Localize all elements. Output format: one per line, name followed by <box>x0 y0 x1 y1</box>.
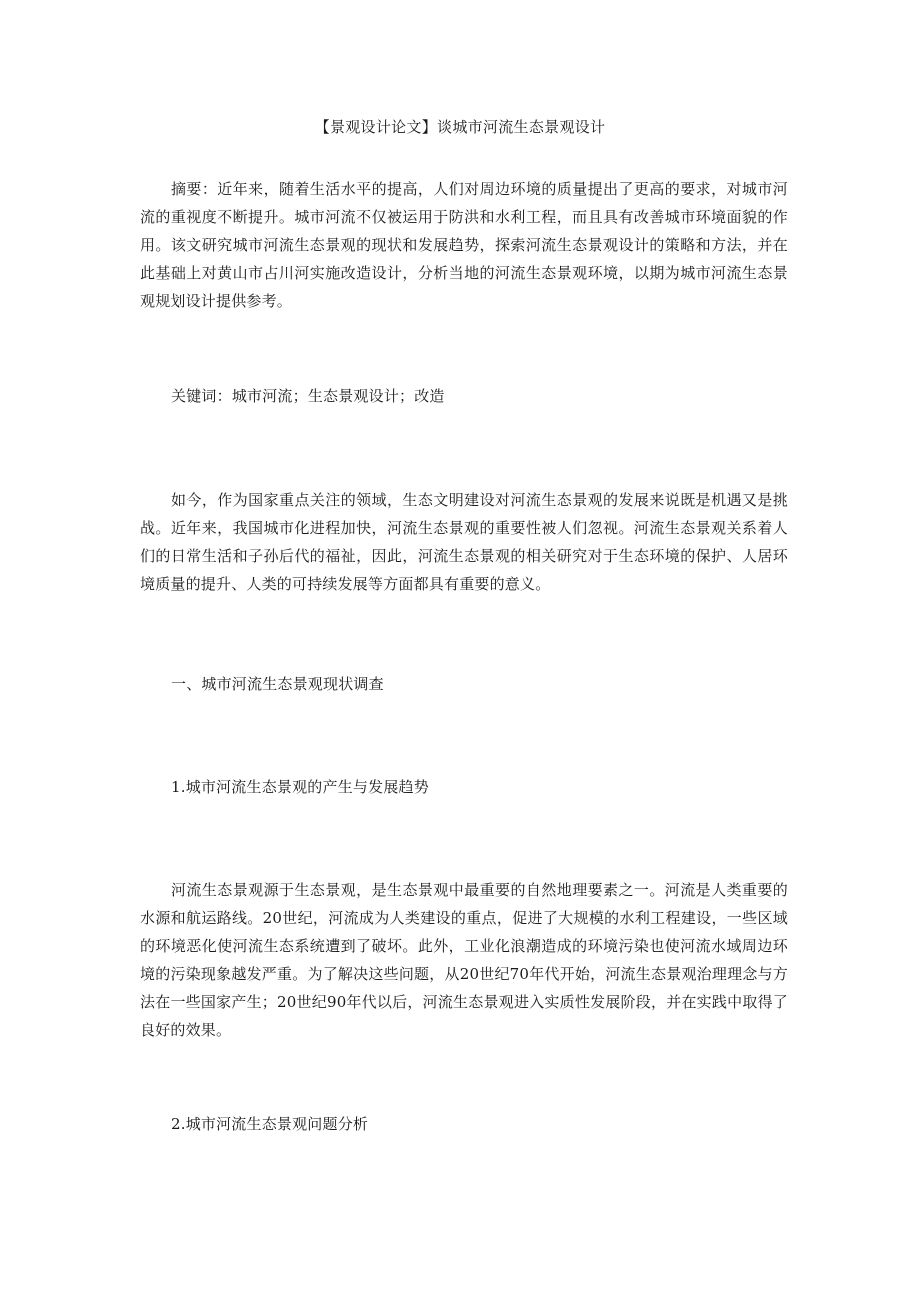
abstract-paragraph: 摘要：近年来，随着生活水平的提高，人们对周边环境的质量提出了更高的要求，对城市河流的重视度不断提升。城市河流不仅被运用于防洪和水利工程，而且具有改善城市环境面貌的作用。该文研究城市河流生态景观的现状和发展趋势，探索河流生态景观设计的策略和方法，并在此基础上对黄山市占川河实施改造设计，分析当地的河流生态景观环境，以期为城市河流生态景观规划设计提供参考。 <box>140 180 788 310</box>
keywords-label: 关键词： <box>171 387 232 405</box>
keywords-value: 城市河流；生态景观设计；改造 <box>231 387 445 405</box>
keywords-line <box>171 384 445 408</box>
section-heading: 一、城市河流生态景观现状调查 <box>171 675 384 693</box>
subsection-heading: 2.城市河流生态景观问题分析 <box>171 1115 369 1133</box>
body-paragraph: 河流生态景观源于生态景观，是生态景观中最重要的自然地理要素之一。河流是人类重要的水源和航运路线。20世纪，河流成为人类建设的重点，促进了大规模的水利工程建设，一些区域的环境恶化使河流生态系统遭到了破坏。此外，工业化浪潮造成的环境污染也使河流水域周边环境的污染现象越发严重。为了解决这些问题，从20世纪70年代开始，河流生态景观治理理念与方法在一些国家产生；20世纪90年代以后，河流生态景观进入实质性发展阶段，并在实践中取得了良好的效果。 <box>140 881 788 1039</box>
document-title: 【景观设计论文】谈城市河流生态景观设计 <box>314 118 606 136</box>
subsection-heading: 1.城市河流生态景观的产生与发展趋势 <box>171 778 429 796</box>
intro-paragraph: 如今，作为国家重点关注的领域，生态文明建设对河流生态景观的发展来说既是机遇又是挑战。近年来，我国城市化进程加快，河流生态景观的重要性被人们忽视。河流生态景观关系着人们的日常生活和子孙后代的福祉，因此，河流生态景观的相关研究对于生态环境的保护、人居环境质量的提升、人类的可持续发展等方面都具有重要的意义。 <box>140 491 788 593</box>
